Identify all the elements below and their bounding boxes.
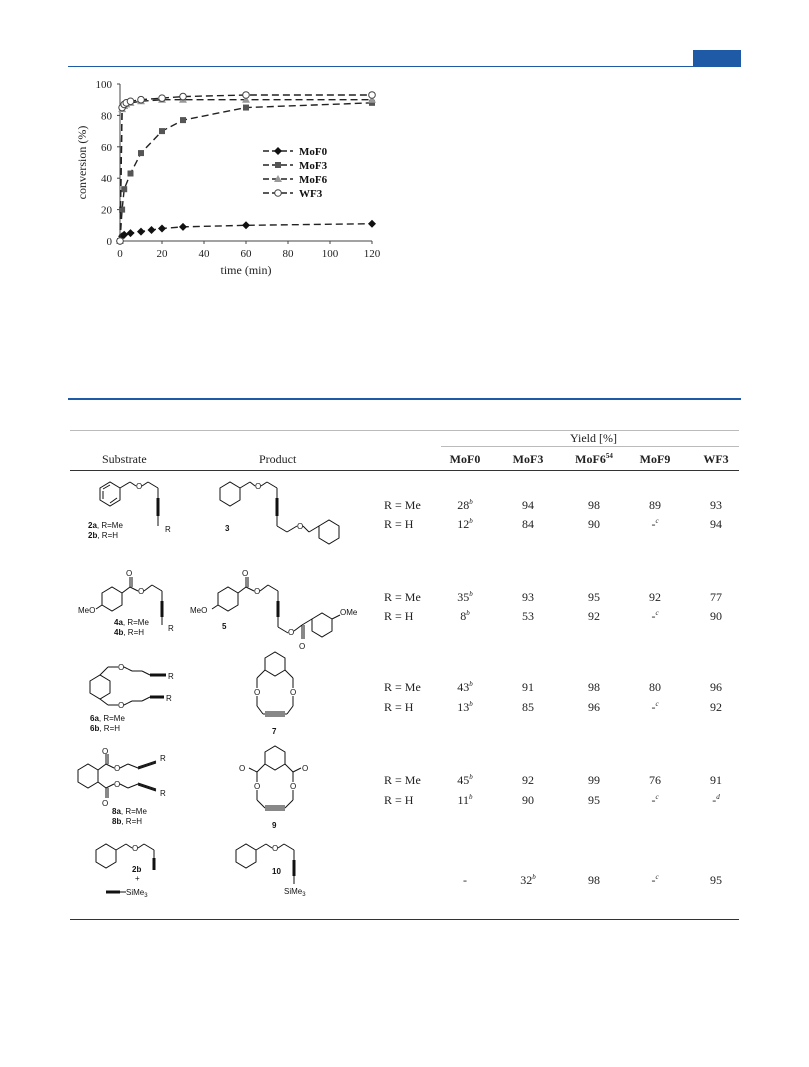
yield-header-rule: [441, 446, 739, 447]
oxygen-label: O: [114, 764, 121, 773]
data-point-mof3: [159, 128, 165, 134]
yield-header: Yield [%]: [570, 431, 617, 445]
yield-cell: 95: [588, 590, 600, 604]
legend-label: WF3: [299, 188, 323, 200]
yield-cell: -$^c$: [651, 517, 659, 531]
yield-cell: 92: [522, 773, 534, 787]
oxygen-label: O: [138, 587, 145, 596]
compound-8a-label: 8a: [112, 807, 121, 816]
yield-cell: 12$^b$: [457, 517, 473, 531]
data-point-wf3: [243, 92, 250, 99]
compound-10-label: 10: [272, 867, 281, 876]
data-point-wf3: [180, 93, 187, 100]
row-r-label: R = Me: [384, 498, 421, 512]
oxygen-label: O: [290, 782, 297, 791]
x-axis-label: time (min): [220, 263, 272, 277]
y-tick-label: 0: [106, 236, 112, 248]
substrate-structure-4: [76, 565, 196, 645]
yield-cell: -: [463, 873, 467, 887]
oxygen-label: O: [254, 782, 261, 791]
oxygen-label: O: [118, 701, 125, 710]
y-tick-label: 60: [101, 141, 112, 154]
yield-cell: 13$^b$: [457, 700, 473, 714]
substrate-structure-6: [76, 655, 196, 735]
legend-marker: [275, 162, 281, 168]
svg-text:4a, R=Me: [114, 618, 149, 627]
tms-label: SiMe: [126, 888, 145, 897]
yield-cell: -$^c$: [651, 793, 659, 807]
oxygen-label: O: [239, 764, 246, 773]
compound-6b-label: 6b: [90, 724, 100, 733]
section-divider: [68, 398, 741, 400]
r-group-label: R: [168, 672, 174, 681]
compound-6a-label: 6a: [90, 714, 99, 723]
y-tick-label: 100: [95, 79, 112, 91]
legend-label: MoF6: [299, 174, 328, 186]
oxygen-label: O: [102, 748, 109, 756]
compound-2b-label: 2b: [88, 531, 98, 540]
yield-cell: 92: [710, 700, 722, 714]
product-structure-10: [232, 838, 342, 910]
x-tick-label: 0: [117, 248, 123, 260]
compound-9-label: 9: [272, 821, 277, 830]
yield-cell: 98: [588, 873, 600, 887]
svg-text:8b, R=H: [112, 817, 142, 826]
compound-2b-label: 2b: [132, 865, 142, 874]
compound-4a-label: 4a: [114, 618, 123, 627]
oxygen-label: O: [255, 482, 262, 491]
y-tick-label: 80: [101, 110, 112, 123]
compound-2a-label: 2a: [88, 521, 97, 530]
yield-cell: 35$^b$: [457, 590, 473, 604]
yield-cell: 80: [649, 680, 661, 694]
yield-cell: 96: [710, 680, 722, 694]
series-line-mof6: [120, 100, 372, 241]
compound-4b-r: , R=H: [123, 628, 145, 637]
compound-8b-label: 8b: [112, 817, 122, 826]
x-tick-label: 80: [282, 248, 294, 260]
data-point-mof3: [121, 186, 127, 192]
compound-4b-label: 4b: [114, 628, 124, 637]
product-structure-7: [225, 648, 335, 740]
data-point-mof3: [128, 170, 134, 176]
yield-cell: 53: [522, 609, 534, 623]
data-point-mof0: [368, 220, 376, 228]
methoxy-label: OMe: [340, 608, 358, 617]
yield-cell: 96: [588, 700, 600, 714]
oxygen-label: O: [299, 642, 306, 651]
col-product: Product: [259, 452, 297, 466]
compound-7-label: 7: [272, 727, 277, 736]
y-axis-label: conversion (%): [75, 125, 89, 200]
series-line-wf3: [120, 95, 372, 241]
row-r-label: R = H: [384, 700, 414, 714]
data-point-mof3: [180, 117, 186, 123]
oxygen-label: O: [118, 663, 125, 672]
catalyst-header-mof9: MoF9: [639, 452, 671, 466]
product-structure-3: [205, 476, 355, 556]
legend-label: MoF3: [299, 160, 328, 172]
tms-subscript: 3: [302, 892, 306, 898]
yield-cell: 94: [522, 498, 534, 512]
data-point-wf3: [127, 98, 134, 105]
yield-cell: 89: [649, 498, 661, 512]
tms-subscript: 3: [144, 893, 148, 899]
compound-2a-r: , R=Me: [96, 521, 123, 530]
product-structure-9: [235, 742, 325, 834]
yield-cell: 91: [710, 773, 722, 787]
data-point-mof3: [243, 105, 249, 111]
oxygen-label: O: [290, 688, 297, 697]
catalyst-header-wf3: WF3: [703, 452, 729, 466]
tms-label: SiMe: [284, 887, 303, 896]
oxygen-label: O: [242, 569, 249, 578]
yield-cell: 28$^b$: [457, 498, 473, 512]
yield-cell: 90: [522, 793, 534, 807]
svg-text:2a, R=Me: [88, 521, 123, 530]
oxygen-label: O: [272, 844, 279, 853]
oxygen-label: O: [288, 628, 295, 637]
row-r-label: R = H: [384, 793, 414, 807]
substrate-structure-2: [80, 476, 190, 546]
yield-cell: 99: [588, 773, 600, 787]
svg-text:4b, R=H: [114, 628, 144, 637]
product-structure-5: [190, 565, 380, 660]
data-point-mof0: [127, 229, 135, 237]
compound-8a-r: , R=Me: [120, 807, 147, 816]
oxygen-label: O: [126, 569, 133, 578]
x-tick-label: 100: [321, 248, 339, 260]
oxygen-label: O: [132, 844, 139, 853]
oxygen-label: O: [114, 780, 121, 789]
data-point-mof0: [179, 223, 187, 231]
compound-6b-r: , R=H: [99, 724, 121, 733]
legend-label: MoF0: [299, 146, 328, 158]
yield-cell: 93: [522, 590, 534, 604]
methoxy-label: MeO: [78, 606, 96, 615]
row-r-label: R = H: [384, 517, 414, 531]
oxygen-label: O: [302, 764, 309, 773]
yield-cell: -$^c$: [651, 609, 659, 623]
yield-cell: 90: [588, 517, 600, 531]
yield-cell: 85: [522, 700, 534, 714]
data-point-wf3: [369, 92, 376, 99]
yield-cell: -$^d$: [712, 793, 720, 807]
yield-cell: 95: [710, 873, 722, 887]
conversion-chart: [70, 74, 390, 284]
yield-cell: -$^c$: [651, 873, 659, 887]
oxygen-label: O: [254, 587, 261, 596]
yield-cell: 94: [710, 517, 722, 531]
y-tick-label: 20: [101, 204, 112, 217]
data-point-wf3: [138, 96, 145, 103]
col-substrate: Substrate: [102, 452, 147, 466]
legend-marker: [274, 147, 282, 155]
methoxy-label: MeO: [190, 606, 208, 615]
yield-cell: 93: [710, 498, 722, 512]
compound-4a-r: , R=Me: [122, 618, 149, 627]
yield-cell: 8$^b$: [460, 609, 470, 623]
yield-cell: 77: [710, 590, 722, 604]
x-tick-label: 120: [363, 248, 381, 260]
yield-cell: 91: [522, 680, 534, 694]
row-r-label: R = Me: [384, 680, 421, 694]
r-group-label: R: [160, 789, 166, 798]
journal-header-tab: [693, 50, 741, 67]
data-point-mof0: [242, 221, 250, 229]
row-r-label: R = Me: [384, 773, 421, 787]
yield-cell: 92: [649, 590, 661, 604]
svg-text:SiMe3: [126, 888, 148, 899]
data-point-wf3: [159, 95, 166, 102]
table-header-rule: [70, 470, 739, 471]
page-header-rule: [68, 66, 741, 67]
svg-text:2b, R=H: [88, 531, 118, 540]
svg-text:SiMe3: [284, 887, 306, 898]
row-r-label: R = H: [384, 609, 414, 623]
yield-cell: 92: [588, 609, 600, 623]
catalyst-header-mof3: MoF3: [512, 452, 544, 466]
data-point-wf3: [117, 238, 124, 245]
r-group-label: R: [166, 694, 172, 703]
compound-3-label: 3: [225, 524, 230, 533]
plus-label: +: [135, 874, 140, 883]
x-tick-label: 60: [240, 248, 252, 260]
substrate-structure-8: [72, 748, 192, 830]
x-tick-label: 40: [198, 248, 210, 260]
yield-cell: 98: [588, 680, 600, 694]
y-tick-label: 40: [101, 173, 112, 186]
yield-cell: 32$^b$: [520, 873, 536, 887]
yield-cell: -$^c$: [651, 700, 659, 714]
data-point-mof3: [138, 150, 144, 156]
yield-cell: 11$^b$: [457, 793, 473, 807]
compound-6a-r: , R=Me: [98, 714, 125, 723]
data-point-mof0: [158, 224, 166, 232]
svg-text:6b, R=H: [90, 724, 120, 733]
yield-cell: 98: [588, 498, 600, 512]
yield-cell: 43$^b$: [457, 680, 473, 694]
catalyst-header-mof6: $MoF6^{54}$: [575, 452, 613, 466]
yield-cell: 45$^b$: [457, 773, 473, 787]
yield-cell: 76: [649, 773, 661, 787]
r-group-label: R: [168, 624, 174, 633]
x-tick-label: 20: [156, 248, 168, 260]
yield-cell: 95: [588, 793, 600, 807]
r-group-label: R: [160, 754, 166, 763]
table-bottom-rule: [70, 919, 739, 920]
r-group-label: R: [165, 525, 171, 534]
compound-2b-r: , R=H: [97, 531, 119, 540]
svg-text:6a, R=Me: [90, 714, 125, 723]
oxygen-label: O: [254, 688, 261, 697]
series-line-mof3: [120, 103, 372, 241]
oxygen-label: O: [102, 799, 109, 808]
oxygen-label: O: [136, 482, 143, 491]
table-top-rule: [70, 430, 739, 431]
yield-cell: 84: [522, 517, 534, 531]
data-point-mof0: [137, 228, 145, 236]
substrate-structure-2b-tms: [84, 838, 194, 910]
row-r-label: R = Me: [384, 590, 421, 604]
legend-marker: [275, 190, 282, 197]
data-point-mof0: [148, 226, 156, 234]
compound-5-label: 5: [222, 622, 227, 631]
svg-text:8a, R=Me: [112, 807, 147, 816]
catalyst-header-mof0: MoF0: [449, 452, 481, 466]
yield-cell: 90: [710, 609, 722, 623]
compound-8b-r: , R=H: [121, 817, 143, 826]
oxygen-label: O: [297, 522, 304, 531]
